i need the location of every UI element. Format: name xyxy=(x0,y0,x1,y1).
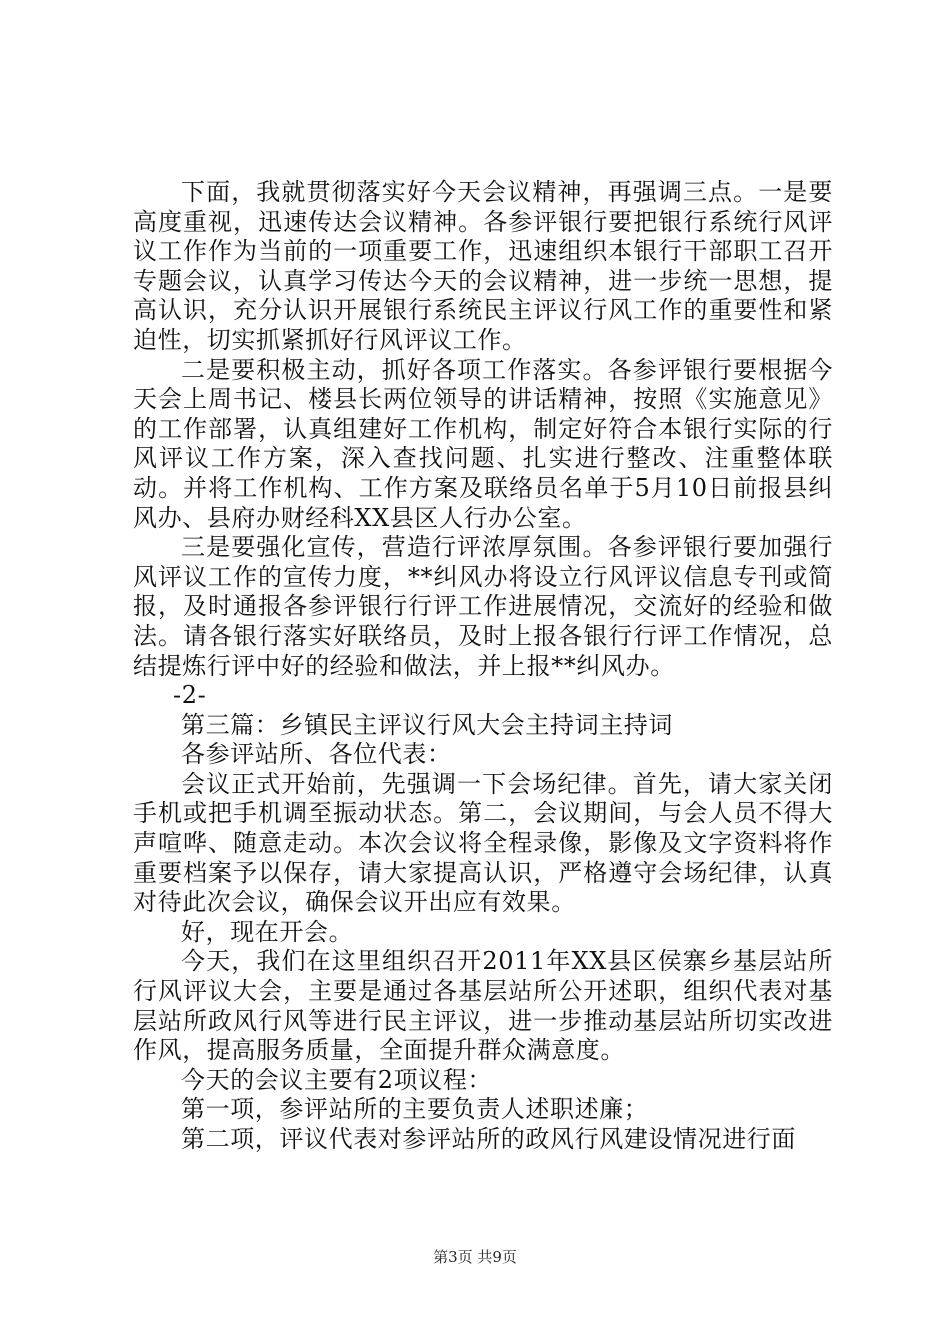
paragraph: 下面，我就贯彻落实好今天会议精神，再强调三点。一是要高度重视，迅速传达会议精神。各参评银行要把银行系统行风评议工作作为当前的一项重要工作，迅速组织本银行干部职工召开专题会议，认真学习传达今天的会议精神，进一步统一思想，提高认识，充分认识开展银行系统民主评议行风工作的重要性和紧迫性，切实抓紧抓好行风评议工作。 xyxy=(133,178,833,354)
page-marker: -2- xyxy=(173,681,207,710)
paragraph: 三是要强化宣传，营造行评浓厚氛围。各参评银行要加强行风评议工作的宣传力度，**纠风办将设立行风评议信息专刊或简报，及时通报各参评银行行评工作进展情况，交流好的经验和做法。请各银行落实好联络员，及时上报各银行行评工作情况，总结提炼行评中好的经验和做法，并上报**纠风办。 xyxy=(133,533,833,680)
salutation: 各参评站所、各位代表： xyxy=(181,740,452,769)
paragraph: 第二项，评议代表对参评站所的政风行风建设情况进行面 xyxy=(181,1125,796,1153)
paragraph: 会议正式开始前，先强调一下会场纪律。首先，请大家关闭手机或把手机调至振动状态。第二，会议期间，与会人员不得大声喧哗、随意走动。本次会议将全程录像，影像及文字资料将作重要档案予以保存，请大家提高认识，严格遵守会场纪律，认真对待此次会议，确保会议开出应有效果。 xyxy=(133,769,833,917)
section-title: 第三篇：乡镇民主评议行风大会主持词主持词 xyxy=(181,710,673,739)
paragraph: 好，现在开会。 xyxy=(181,917,354,946)
page-footer: 第3页 共9页 xyxy=(433,1248,517,1266)
document-body xyxy=(133,178,833,1155)
paragraph: 今天的会议主要有2项议程： xyxy=(181,1065,493,1094)
paragraph: 今天，我们在这里组织召开2011年XX县区侯寨乡基层站所行风评议大会，主要是通过各基层站所公开述职，组织代表对基层站所政风行风等进行民主评议，进一步推动基层站所切实改进作风，提高服务质量，全面提升群众满意度。 xyxy=(133,947,833,1065)
paragraph: 二是要积极主动，抓好各项工作落实。各参评银行要根据今天会上周书记、楼县长两位领导的讲话精神，按照《实施意见》的工作部署，认真组建好工作机构，制定好符合本银行实际的行风评议工作方案，深入查找问题、扎实进行整改、注重整体联动。并将工作机构、工作方案及联络员名单于5月10日前报县纠风办、县府办财经科XX县区人行办公室。 xyxy=(133,355,833,532)
paragraph: 第一项，参评站所的主要负责人述职述廉； xyxy=(181,1095,649,1124)
